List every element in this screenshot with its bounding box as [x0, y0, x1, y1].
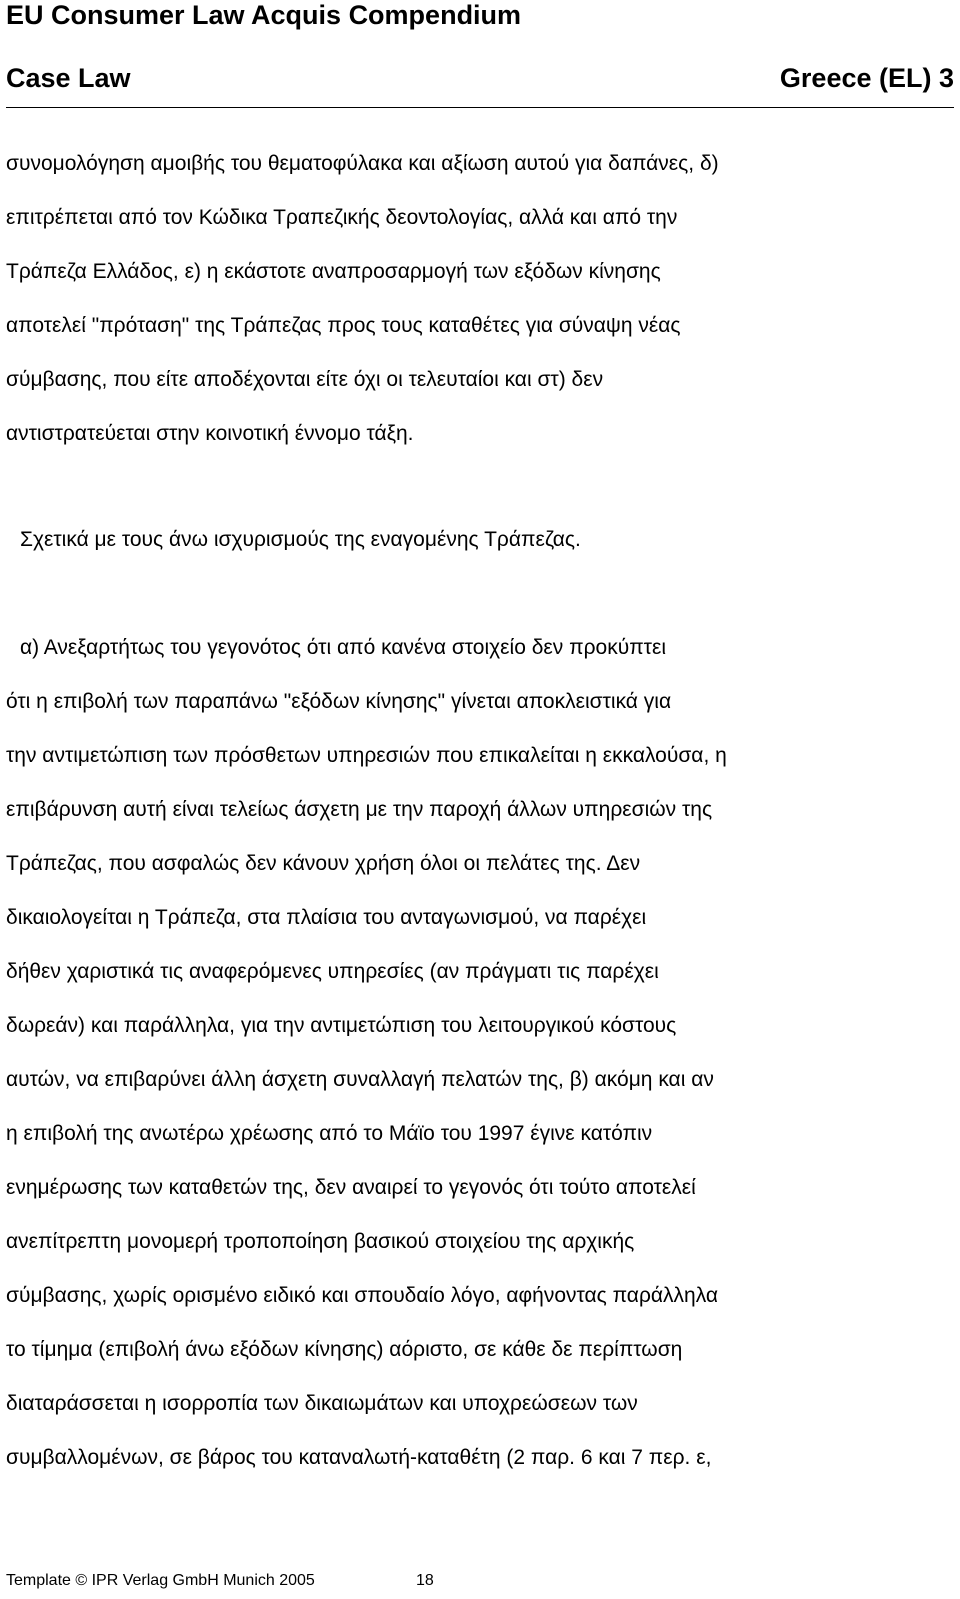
text-line: το τίμημα (επιβολή άνω εξόδων κίνησης) αόριστο, σε κάθε δε περίπτωση: [6, 1338, 683, 1361]
text-line: ότι η επιβολή των παραπάνω "εξόδων κίνησης" γίνεται αποκλειστικά για: [6, 690, 672, 713]
text-line: την αντιμετώπιση των πρόσθετων υπηρεσιών που επικαλείται η εκκαλούσα, η: [6, 744, 727, 767]
text-line: σύμβασης, που είτε αποδέχονται είτε όχι οι τελευταίοι και στ) δεν: [6, 368, 604, 391]
page-header: [6, 62, 954, 94]
country-label: Greece (EL) 3: [779, 63, 954, 93]
text-line: Τράπεζας, που ασφαλώς δεν κάνουν χρήση όλοι οι πελάτες της. Δεν: [6, 852, 641, 875]
text-line: σύμβασης, χωρίς ορισμένο ειδικό και σπουδαίο λόγο, αφήνοντας παράλληλα: [6, 1284, 719, 1307]
text-line: δωρεάν) και παράλληλα, για την αντιμετώπιση του λειτουργικού κόστους: [6, 1014, 677, 1037]
document-title: EU Consumer Law Acquis Compendium: [6, 0, 522, 30]
text-line: συνομολόγηση αμοιβής του θεματοφύλακα και αξίωση αυτού για δαπάνες, δ): [6, 152, 719, 175]
text-line: δικαιολογείται η Τράπεζα, στα πλαίσια του ανταγωνισμού, να παρέχει: [6, 906, 647, 929]
text-line: επιβάρυνση αυτή είναι τελείως άσχετη με την παροχή άλλων υπηρεσιών της: [6, 798, 713, 821]
text-line: ενημέρωσης των καταθετών της, δεν αναιρεί το γεγονός ότι τούτο αποτελεί: [6, 1176, 696, 1199]
text-line: ανεπίτρεπτη μονομερή τροποποίηση βασικού στοιχείου της αρχικής: [6, 1230, 635, 1253]
text-line: δήθεν χαριστικά τις αναφερόμενες υπηρεσίες (αν πράγματι τις παρέχει: [6, 960, 659, 983]
text-line: αντιστρατεύεται στην κοινοτική έννομο τάξη.: [6, 422, 414, 445]
text-line: αυτών, να επιβαρύνει άλλη άσχετη συναλλαγή πελατών της, β) ακόμη και αν: [6, 1068, 714, 1091]
footer-template-text: Template © IPR Verlag GmbH Munich 2005: [6, 1572, 315, 1589]
text-line: επιτρέπεται από τον Κώδικα Τραπεζικής δεοντολογίας, αλλά και από την: [6, 206, 678, 229]
text-line: Τράπεζα Ελλάδος, ε) η εκάστοτε αναπροσαρμογή των εξόδων κίνησης: [6, 260, 661, 283]
text-line: α) Ανεξαρτήτως του γεγονότος ότι από κανένα στοιχείο δεν προκύπτει: [20, 636, 667, 659]
page-number: 18: [416, 1572, 434, 1589]
text-line: αποτελεί "πρόταση" της Τράπεζας προς τους καταθέτες για σύναψη νέας: [6, 314, 681, 337]
text-line: διαταράσσεται η ισορροπία των δικαιωμάτων και υποχρεώσεων των: [6, 1392, 638, 1415]
text-line: συμβαλλομένων, σε βάρος του καταναλωτή-καταθέτη (2 παρ. 6 και 7 περ. ε,: [6, 1446, 712, 1469]
header-divider: [6, 107, 954, 108]
section-heading: Σχετικά με τους άνω ισχυρισμούς της εναγομένης Τράπεζας.: [20, 528, 581, 551]
section-title: Case Law: [6, 63, 131, 93]
text-line: η επιβολή της ανωτέρω χρέωσης από το Μάϊο του 1997 έγινε κατόπιν: [6, 1122, 653, 1145]
